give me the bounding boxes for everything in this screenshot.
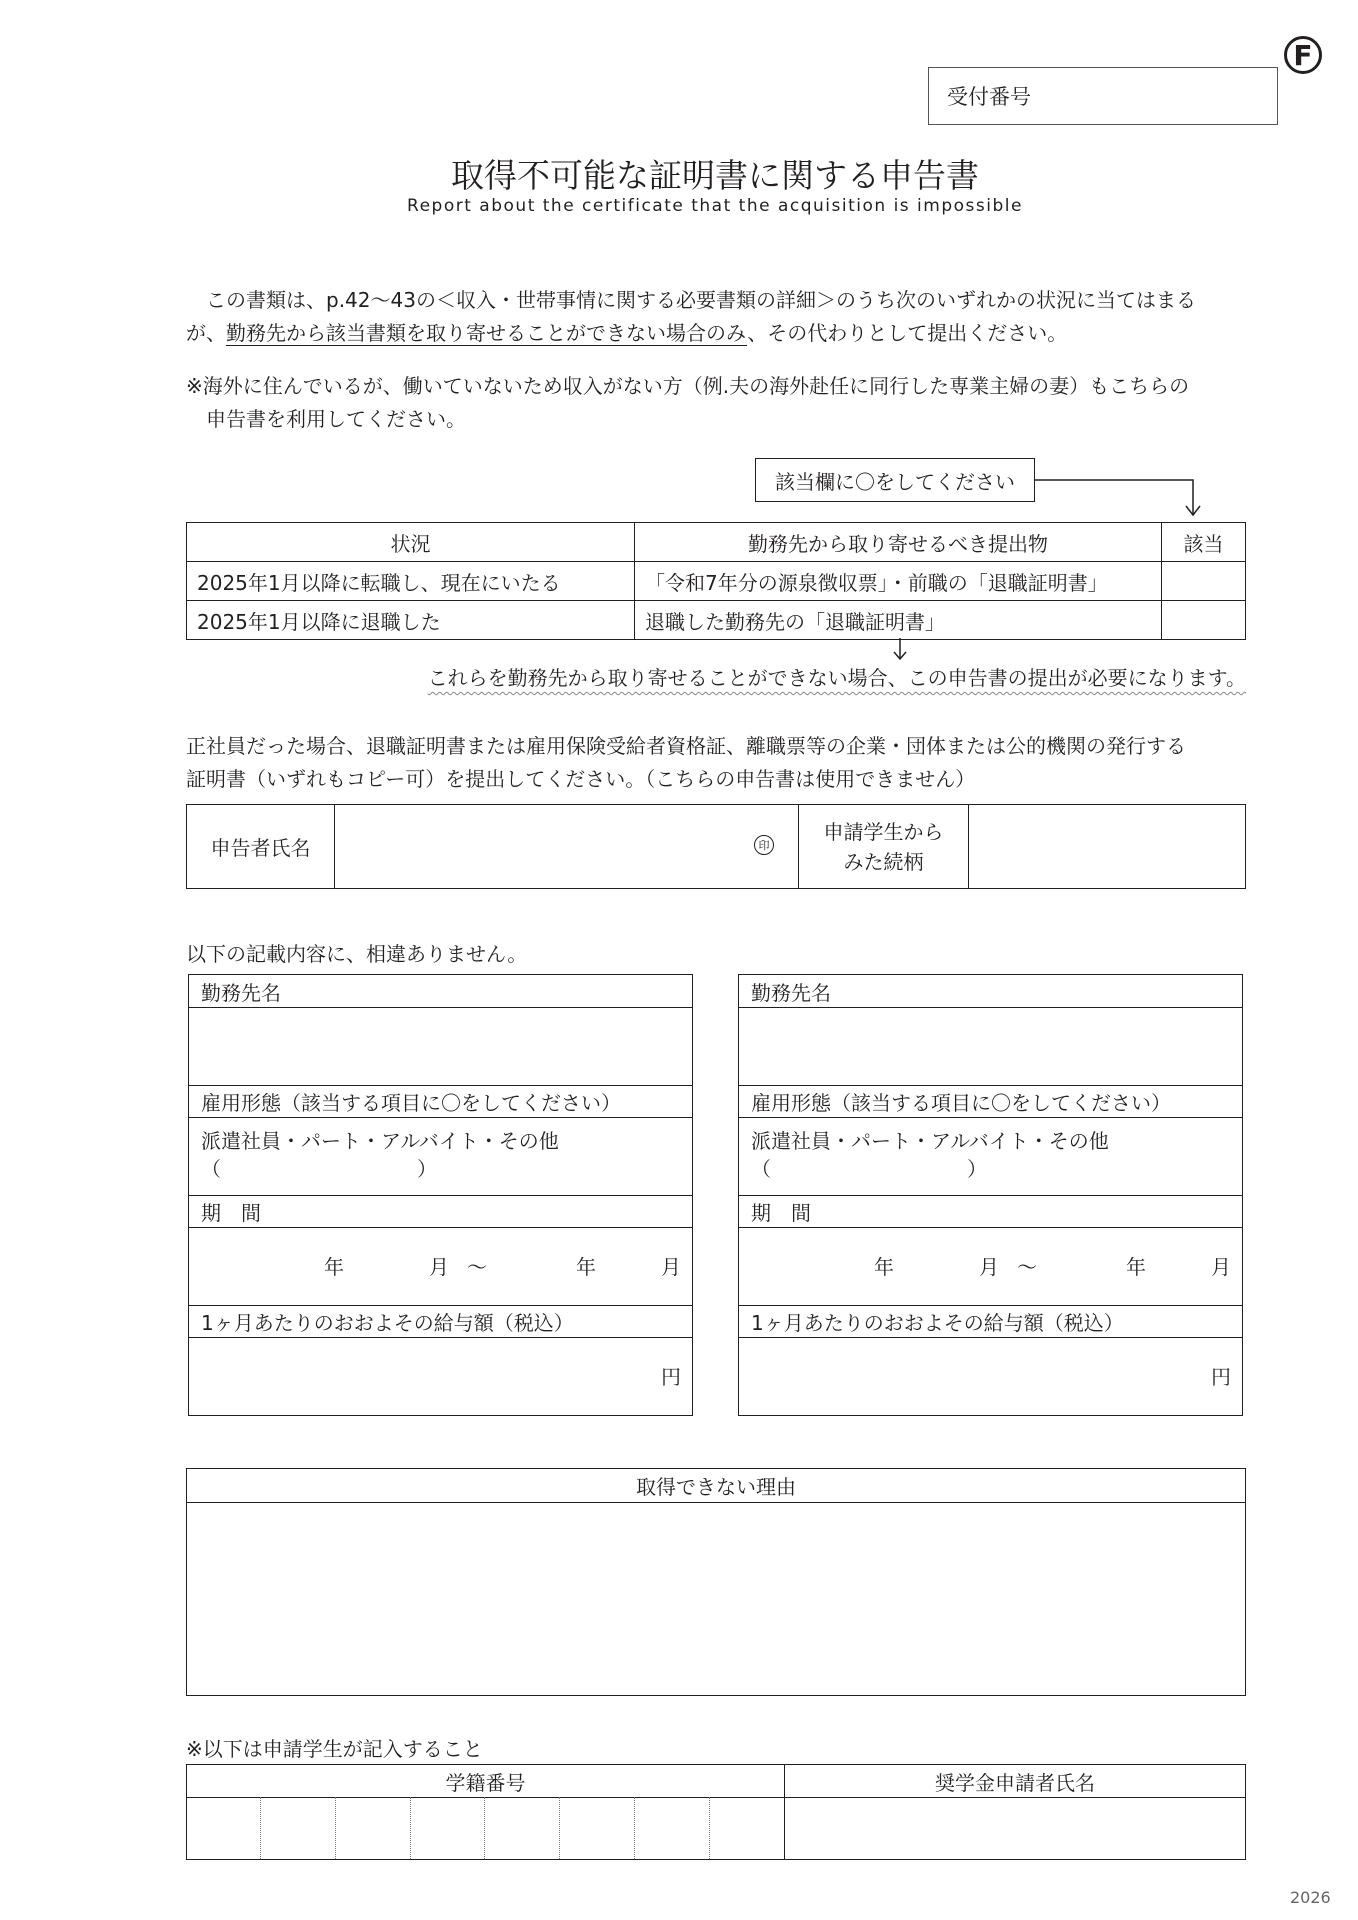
intro-line-2 [186,317,1246,350]
reason-input[interactable] [187,1503,1245,1695]
company-label: 勤務先名 [201,981,281,1005]
period-input[interactable] [739,1227,1242,1306]
situation-cell: 2025年1月以降に転職し、現在にいたる [187,562,635,601]
hint-text: 該当欄に〇をしてください [775,469,1015,494]
student-note: ※以下は申請学生が記入すること [186,1737,483,1761]
salary-input[interactable] [739,1337,1242,1415]
digit-divider [559,1797,560,1859]
employer-box-left [188,974,693,1416]
digit-divider [410,1797,411,1859]
fulltime-note-line-1: 正社員だった場合、退職証明書または雇用保険受給者資格証、離職票等の企業・団体または公的機関の発行する [186,734,1186,758]
documents-cell: 「令和7年分の源泉徴収票」・前職の「退職証明書」 [635,562,1162,601]
employment-type-label-row [739,1085,1242,1118]
documents-cell: 退職した勤務先の「退職証明書」 [635,601,1162,640]
fulltime-note-line-2: 証明書（いずれもコピー可）を提出してください。（こちらの申告書は使用できません） [186,767,976,791]
applicable-checkbox-cell[interactable] [1162,601,1246,640]
company-label-row [189,975,692,1008]
relation-label [799,805,969,888]
paren-close: ） [417,1157,437,1181]
confirm-text: 以下の記載内容に、相違ありません。 [186,942,528,966]
paren-open: （ [201,1157,221,1181]
form-f-mark: F [1284,36,1322,74]
student-id-input[interactable] [187,1798,785,1859]
applicant-name-input[interactable] [785,1798,1245,1859]
start-month-unit: 月 [429,1255,449,1279]
reason-box [186,1468,1246,1696]
table-note-text: これらを勤務先から取り寄せることができない場合、この申告書の提出が必要になります。 [427,666,1246,690]
header-applicable: 該当 [1162,523,1246,562]
employment-type-label: 雇用形態（該当する項目に〇をしてください） [201,1091,621,1115]
page-subtitle: Report about the certificate that the acquisition is impossible [407,196,1023,216]
digit-divider [484,1797,485,1859]
applicant-name-label-cell [785,1765,1245,1798]
intro-paragraph [186,284,1246,350]
applicable-checkbox-cell[interactable] [1162,562,1246,601]
company-label: 勤務先名 [751,981,831,1005]
page-title: 取得不可能な証明書に関する申告書 [451,156,979,195]
company-name-input[interactable] [189,1007,692,1086]
student-table [186,1764,1246,1860]
yen-unit: 円 [661,1365,681,1389]
intro-line-1: この書類は、p.42～43の＜収入・世帯事情に関する必要書類の詳細＞のうち次のいずれかの状況に当てはまる [206,288,1196,312]
table-row [187,562,1246,601]
period-tilde: ～ [1017,1255,1037,1279]
receipt-number-box[interactable] [928,67,1278,125]
employment-type-label: 雇用形態（該当する項目に〇をしてください） [751,1091,1171,1115]
receipt-number-label: 受付番号 [947,85,1031,109]
period-label: 期 間 [201,1201,261,1225]
digit-divider [260,1797,261,1859]
intro-underlined: 勤務先から該当書類を取り寄せることができない場合のみ [226,321,748,345]
reason-label: 取得できない理由 [636,1475,796,1499]
relation-label-line-1: 申請学生から [823,819,944,844]
start-year-unit: 年 [874,1255,894,1279]
declarant-box [186,804,1246,889]
table-row [187,601,1246,640]
yen-unit: 円 [1211,1365,1231,1389]
declarant-name-input[interactable] [335,805,799,888]
situation-table-header [187,523,1246,562]
header-situation: 状況 [187,523,635,562]
end-month-unit: 月 [661,1255,681,1279]
fulltime-note [186,730,1246,796]
intro-line-2-pre: が、 [186,321,226,345]
end-year-unit: 年 [576,1255,596,1279]
employment-type-options[interactable] [189,1117,692,1196]
digit-divider [335,1797,336,1859]
student-id-label-cell [187,1765,785,1798]
hint-box [755,458,1035,502]
situation-cell: 2025年1月以降に退職した [187,601,635,640]
start-month-unit: 月 [979,1255,999,1279]
salary-input[interactable] [189,1337,692,1415]
period-tilde: ～ [467,1255,487,1279]
end-month-unit: 月 [1211,1255,1231,1279]
employment-type-list: 派遣社員・パート・アルバイト・その他 [751,1129,1109,1153]
overseas-note-line-2: 申告書を利用してください。 [206,407,466,431]
overseas-note [186,370,1246,436]
company-name-input[interactable] [739,1007,1242,1086]
hint-arrow [1035,470,1215,520]
paren-open: （ [751,1157,771,1181]
period-label-row [739,1195,1242,1228]
period-label: 期 間 [751,1201,811,1225]
employment-type-label-row [189,1085,692,1118]
company-label-row [739,975,1242,1008]
situation-table [186,522,1246,640]
declarant-name-label-text: 申告者氏名 [210,836,311,860]
digit-divider [709,1797,710,1859]
relation-label-line-2: みた続柄 [843,849,924,874]
table-note [400,662,1246,691]
header-documents: 勤務先から取り寄せるべき提出物 [635,523,1162,562]
end-year-unit: 年 [1126,1255,1146,1279]
intro-line-2-post: 、その代わりとして提出ください。 [747,321,1068,345]
seal-mark-icon: 印 [754,835,774,855]
footer-year: 2026 [1290,1888,1331,1907]
salary-label: 1ヶ月あたりのおおよその給与額（税込） [751,1311,1124,1335]
applicant-name-label: 奨学金申請者氏名 [935,1770,1095,1795]
start-year-unit: 年 [324,1255,344,1279]
employer-box-right [738,974,1243,1416]
down-arrow-icon [890,638,910,664]
employment-type-options[interactable] [739,1117,1242,1196]
overseas-note-line-1: ※海外に住んでいるが、働いていないため収入がない方（例.夫の海外赴任に同行した専業主婦の妻）もこちらの [186,374,1190,398]
digit-divider [634,1797,635,1859]
salary-label: 1ヶ月あたりのおおよその給与額（税込） [201,1311,574,1335]
salary-label-row [739,1305,1242,1338]
employment-type-list: 派遣社員・パート・アルバイト・その他 [201,1129,559,1153]
paren-close: ） [967,1157,987,1181]
period-label-row [189,1195,692,1228]
declarant-name-label [187,805,335,888]
relation-input[interactable] [969,805,1245,888]
reason-label-row [187,1469,1245,1503]
salary-label-row [189,1305,692,1338]
student-id-label: 学籍番号 [445,1770,526,1795]
period-input[interactable] [189,1227,692,1306]
